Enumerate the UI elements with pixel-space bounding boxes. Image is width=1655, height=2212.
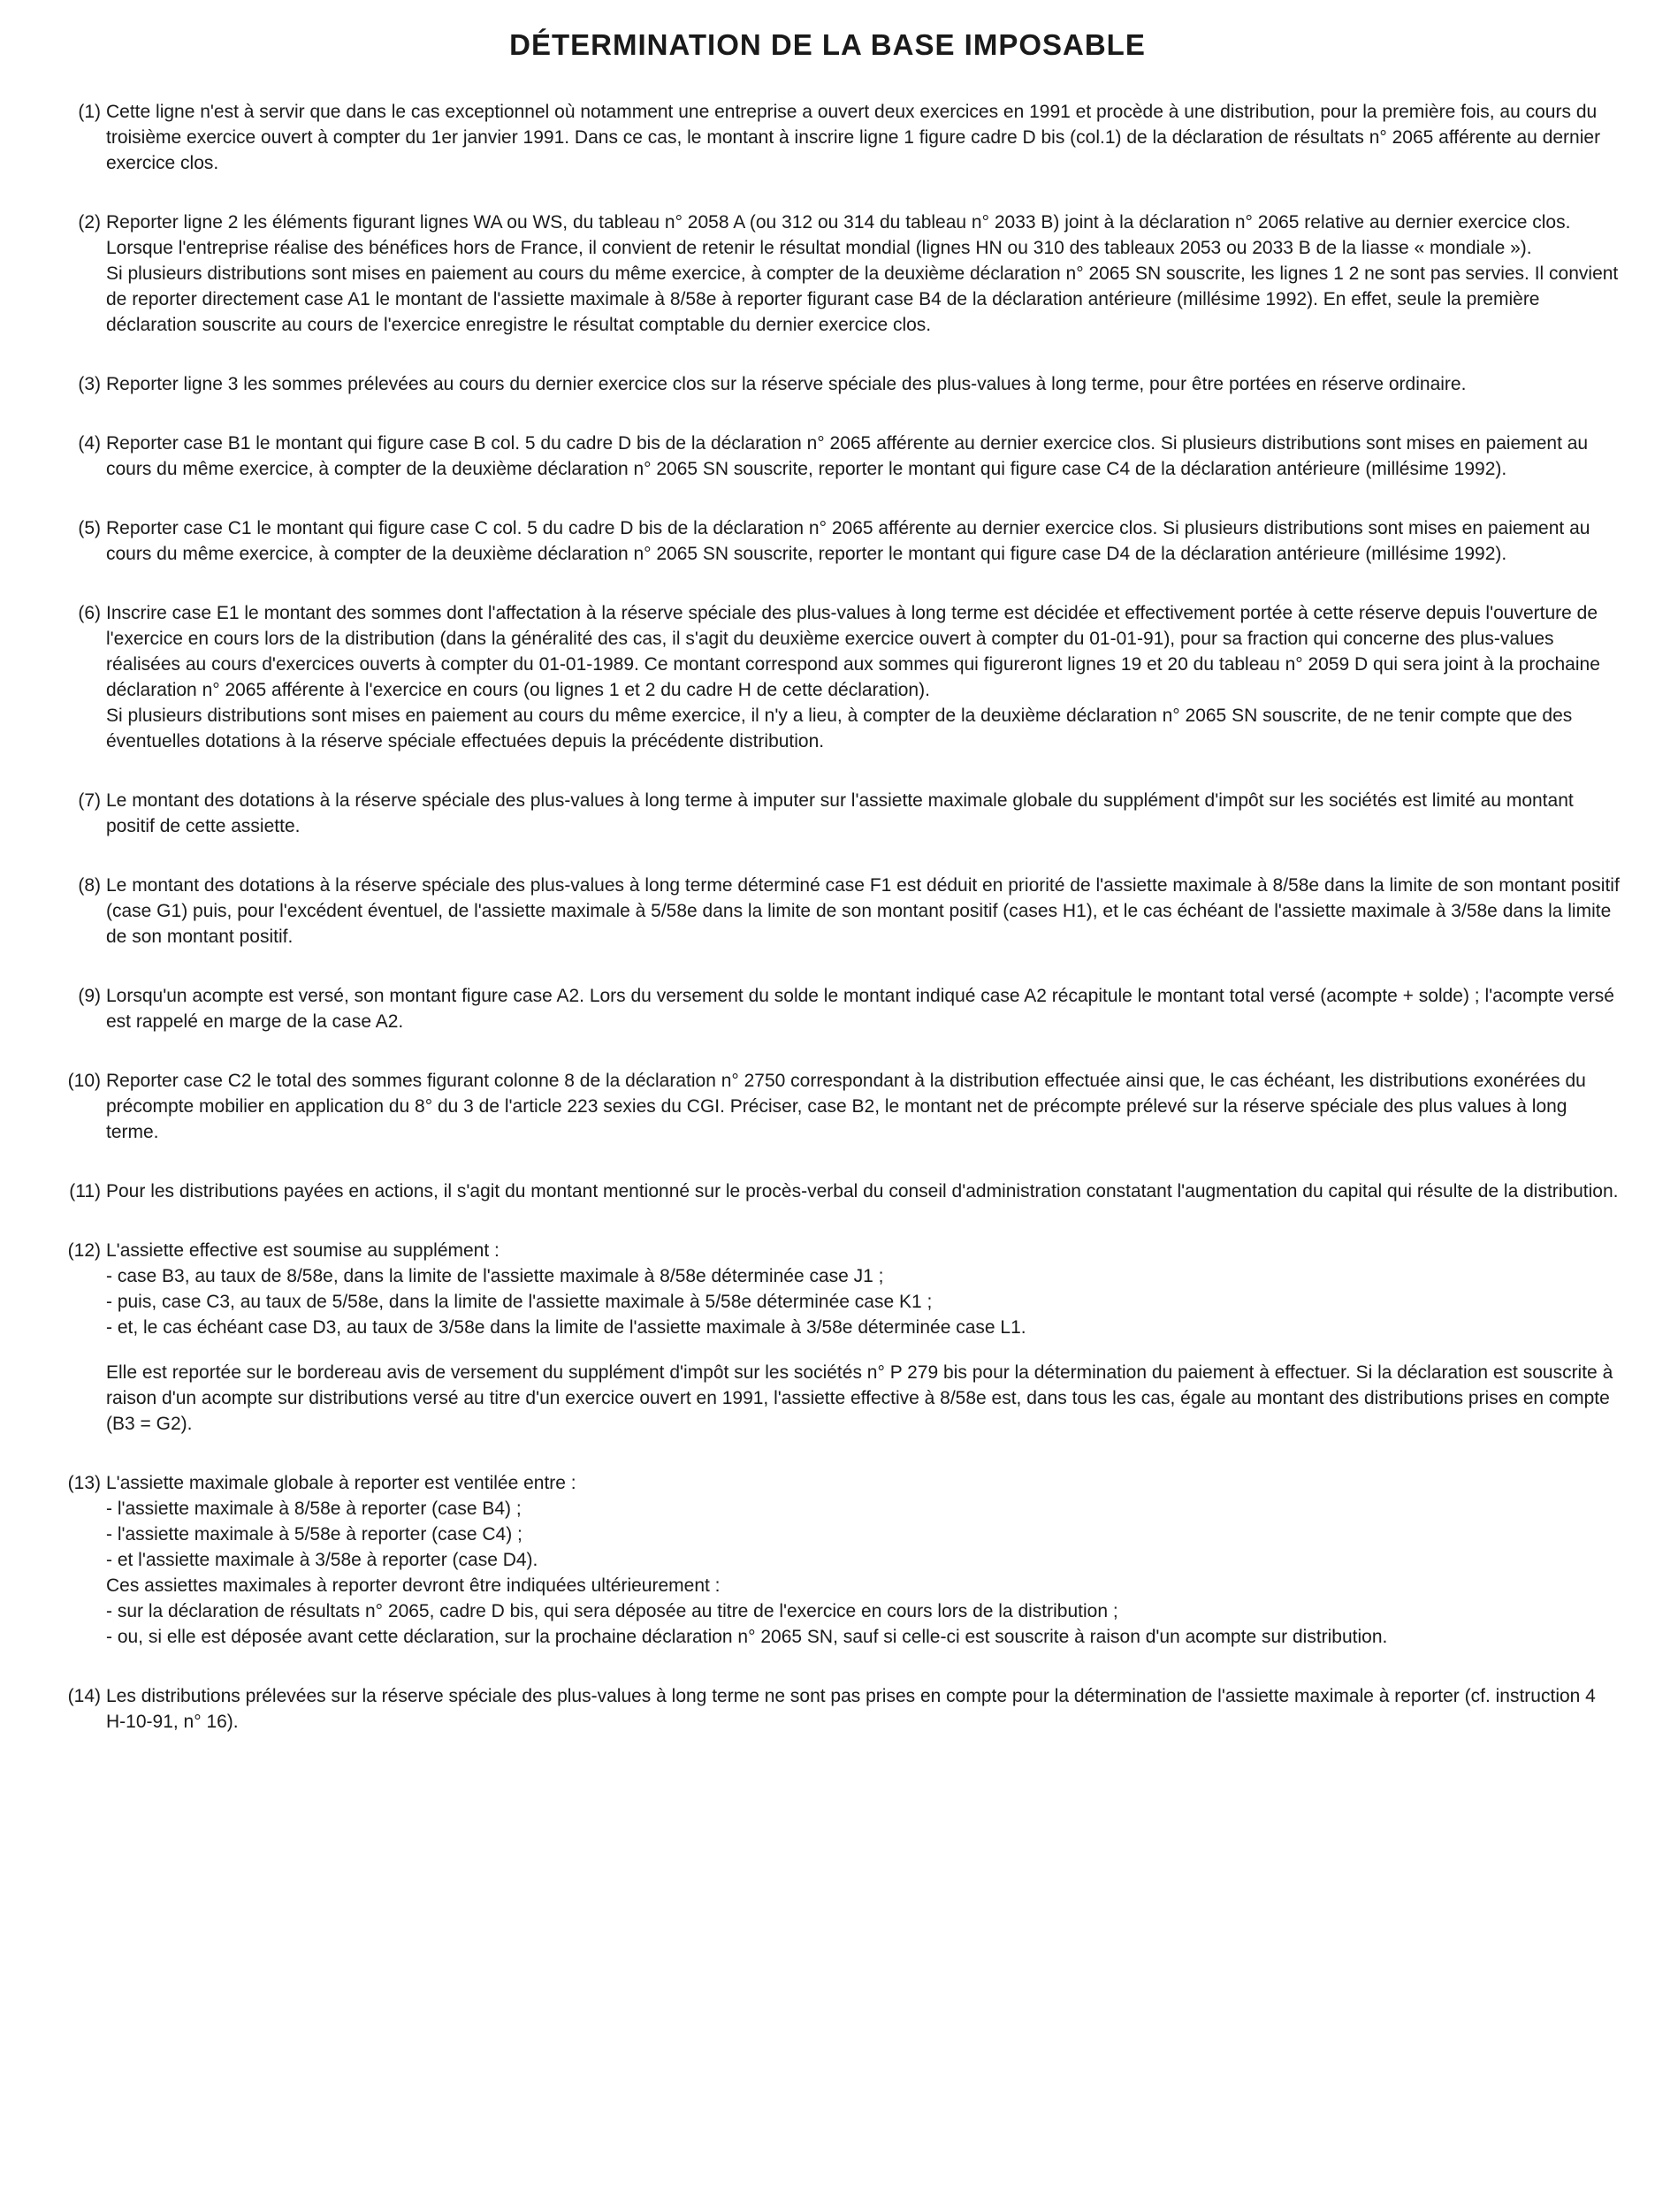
note-number: (12) bbox=[67, 1240, 101, 1261]
note-2 bbox=[27, 210, 1628, 338]
note-paragraph: Lorsqu'un acompte est versé, son montant figure case A2. Lors du versement du solde le montant indiqué case A2 récapitule le montant total versé (acompte + solde) ; l'acompte versé est rappelé en marge de la case A2. bbox=[106, 986, 1614, 1032]
page-title: DÉTERMINATION DE LA BASE IMPOSABLE bbox=[509, 28, 1146, 61]
note-paragraph: Le montant des dotations à la réserve spéciale des plus-values à long terme à imputer sur l'assiette maximale globale du supplément d'impôt sur les sociétés est limité au montant positif de cette assiette. bbox=[106, 790, 1574, 836]
note-1 bbox=[27, 99, 1628, 176]
note-number: (3) bbox=[78, 374, 101, 394]
note-list-item: - puis, case C3, au taux de 5/58e, dans la limite de l'assiette maximale à 5/58e déterminée case K1 ; bbox=[106, 1292, 933, 1312]
note-list-item: - sur la déclaration de résultats n° 2065, cadre D bis, qui sera déposée au titre de l'exercice en cours lors de la distribution ; bbox=[106, 1601, 1118, 1621]
note-paragraph: Lorsque l'entreprise réalise des bénéfices hors de France, il convient de retenir le résultat mondial (lignes HN ou 310 des tableaux 2053 ou 2033 B de la liasse « mondiale »). bbox=[106, 238, 1532, 258]
note-3 bbox=[27, 371, 1628, 397]
note-number: (7) bbox=[78, 790, 101, 811]
note-13 bbox=[27, 1470, 1628, 1650]
note-number: (14) bbox=[67, 1686, 101, 1706]
note-number: (13) bbox=[67, 1473, 101, 1493]
note-list-item: - l'assiette maximale à 5/58e à reporter (case C4) ; bbox=[106, 1524, 522, 1545]
note-11 bbox=[27, 1178, 1628, 1204]
note-paragraph: Si plusieurs distributions sont mises en paiement au cours du même exercice, il n'y a lieu, à compter de la deuxième déclaration n° 2065 SN souscrite, de ne tenir compte que des éventuelles dotations à la réserve spéciale effectuées depuis la précédente distribution. bbox=[106, 706, 1573, 751]
note-12 bbox=[27, 1238, 1628, 1437]
note-14 bbox=[27, 1683, 1628, 1735]
note-number: (8) bbox=[78, 875, 101, 896]
note-paragraph: Pour les distributions payées en actions, il s'agit du montant mentionné sur le procès-verbal du conseil d'administration constatant l'augmentation du capital qui résulte de la distribution. bbox=[106, 1181, 1619, 1201]
notes-list bbox=[27, 99, 1628, 1735]
note-number: (9) bbox=[78, 986, 101, 1006]
note-list-item: - l'assiette maximale à 8/58e à reporter (case B4) ; bbox=[106, 1499, 522, 1519]
note-paragraph: Cette ligne n'est à servir que dans le cas exceptionnel où notamment une entreprise a ouvert deux exercices en 1991 et procède à une distribution, pour la première fois, au cours du troisième exercice ouvert à compter du 1er janvier 1991. Dans ce cas, le montant à inscrire ligne 1 figure cadre D bis (col.1) de la déclaration de résultats n° 2065 afférente au dernier exercice clos. bbox=[106, 102, 1601, 173]
note-paragraph: Inscrire case E1 le montant des sommes dont l'affectation à la réserve spéciale des plus-values à long terme est décidée et effectivement portée à cette réserve depuis l'ouverture de l'exercice en cours lors de la distribution (dans la généralité des cas, il s'agit du deuxième exercice ouvert à compter du 01-01-91), pour sa fraction qui concerne des plus-values réalisées au cours d'exercices ouverts à compter du 01-01-1989. Ce montant correspond aux sommes qui figureront lignes 19 et 20 du tableau n° 2059 D qui sera joint à la prochaine déclaration n° 2065 afférente à l'exercice en cours (ou lignes 1 et 2 du cadre H de cette déclaration). bbox=[106, 603, 1600, 700]
note-8 bbox=[27, 873, 1628, 950]
note-6 bbox=[27, 600, 1628, 754]
note-5 bbox=[27, 515, 1628, 567]
note-number: (6) bbox=[78, 603, 101, 623]
note-number: (10) bbox=[67, 1071, 101, 1091]
note-paragraph: Reporter ligne 3 les sommes prélevées au cours du dernier exercice clos sur la réserve spéciale des plus-values à long terme, pour être portées en réserve ordinaire. bbox=[106, 374, 1467, 394]
note-paragraph: Reporter case C1 le montant qui figure case C col. 5 du cadre D bis de la déclaration n° 2065 afférente au dernier exercice clos. Si plusieurs distributions sont mises en paiement au cours du même exercice, à compter de la deuxième déclaration n° 2065 SN souscrite, reporter le montant qui figure case D4 de la déclaration antérieure (millésime 1992). bbox=[106, 518, 1590, 564]
note-paragraph: L'assiette effective est soumise au supplément : bbox=[106, 1240, 500, 1261]
note-number: (1) bbox=[78, 102, 101, 122]
note-9 bbox=[27, 983, 1628, 1034]
note-list-item: - case B3, au taux de 8/58e, dans la limite de l'assiette maximale à 8/58e déterminée case J1 ; bbox=[106, 1266, 884, 1286]
note-number: (2) bbox=[78, 212, 101, 233]
note-7 bbox=[27, 788, 1628, 839]
note-paragraph: Le montant des dotations à la réserve spéciale des plus-values à long terme déterminé case F1 est déduit en priorité de l'assiette maximale à 8/58e dans la limite de son montant positif (case G1) puis, pour l'excédent éventuel, de l'assiette maximale à 5/58e dans la limite de son montant positif (cases H1), et le cas échéant de l'assiette maximale à 3/58e dans la limite de son montant positif. bbox=[106, 875, 1620, 947]
note-paragraph: Elle est reportée sur le bordereau avis de versement du supplément d'impôt sur les sociétés n° P 279 bis pour la détermination du paiement à effectuer. Si la déclaration est souscrite à raison d'un acompte sur distributions versé au titre d'un exercice ouvert en 1991, l'assiette effective à 8/58e est, dans tous les cas, égale au montant des distributions prises en compte (B3 = G2). bbox=[106, 1362, 1613, 1434]
note-paragraph: Reporter ligne 2 les éléments figurant lignes WA ou WS, du tableau n° 2058 A (ou 312 ou 314 du tableau n° 2033 B) joint à la déclaration n° 2065 relative au dernier exercice clos. bbox=[106, 212, 1571, 233]
note-paragraph: L'assiette maximale globale à reporter est ventilée entre : bbox=[106, 1473, 576, 1493]
note-number: (4) bbox=[78, 433, 101, 454]
note-10 bbox=[27, 1068, 1628, 1145]
note-4 bbox=[27, 431, 1628, 482]
note-paragraph: Reporter case C2 le total des sommes figurant colonne 8 de la déclaration n° 2750 correspondant à la distribution effectuée ainsi que, le cas échéant, les distributions exonérées du précompte mobilier en application du 8° du 3 de l'article 223 sexies du CGI. Préciser, case B2, le montant net de précompte prélevé sur la réserve spéciale des plus values à long terme. bbox=[106, 1071, 1586, 1142]
note-paragraph: Ces assiettes maximales à reporter devront être indiquées ultérieurement : bbox=[106, 1575, 721, 1596]
note-paragraph: Les distributions prélevées sur la réserve spéciale des plus-values à long terme ne sont pas prises en compte pour la détermination de l'assiette maximale à reporter (cf. instruction 4 H-10-91, n° 16). bbox=[106, 1686, 1596, 1732]
note-list-item: - et, le cas échéant case D3, au taux de 3/58e dans la limite de l'assiette maximale à 3/58e déterminée case L1. bbox=[106, 1317, 1026, 1338]
note-list-item: - et l'assiette maximale à 3/58e à reporter (case D4). bbox=[106, 1550, 538, 1570]
note-number: (5) bbox=[78, 518, 101, 538]
note-list-item: - ou, si elle est déposée avant cette déclaration, sur la prochaine déclaration n° 2065 SN, sauf si celle-ci est souscrite à raison d'un acompte sur distribution. bbox=[106, 1627, 1388, 1647]
note-paragraph: Reporter case B1 le montant qui figure case B col. 5 du cadre D bis de la déclaration n° 2065 afférente au dernier exercice clos. Si plusieurs distributions sont mises en paiement au cours du même exercice, à compter de la deuxième déclaration n° 2065 SN souscrite, reporter le montant qui figure case C4 de la déclaration antérieure (millésime 1992). bbox=[106, 433, 1589, 479]
note-paragraph: Si plusieurs distributions sont mises en paiement au cours du même exercice, à compter de la deuxième déclaration n° 2065 SN souscrite, les lignes 1 2 ne sont pas servies. Il convient de reporter directement case A1 le montant de l'assiette maximale à 8/58e à reporter figurant case B4 de la déclaration antérieure (millésime 1992). En effet, seule la première déclaration souscrite au cours de l'exercice enregistre le résultat comptable du dernier exercice clos. bbox=[106, 263, 1619, 335]
note-number: (11) bbox=[69, 1181, 101, 1201]
